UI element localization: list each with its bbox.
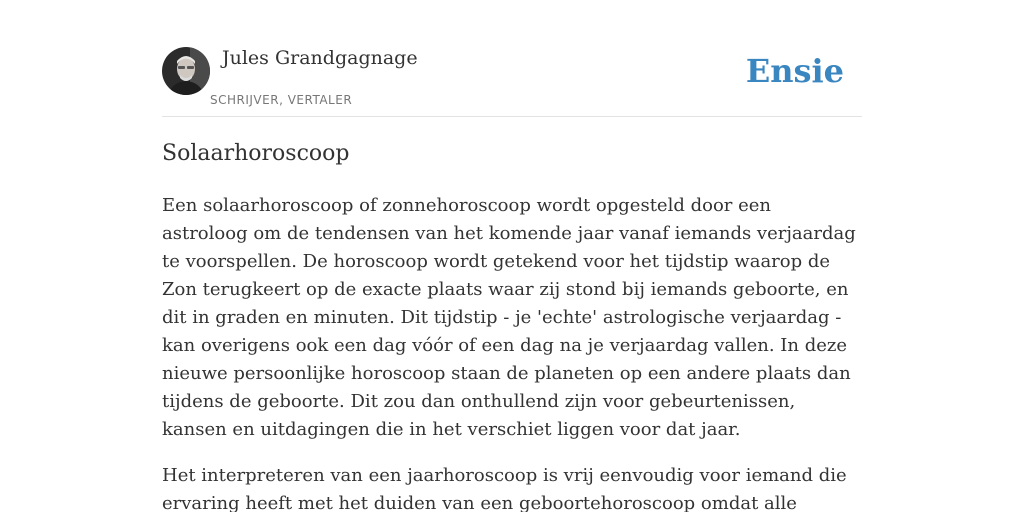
author-role: SCHRIJVER, VERTALER [210,93,353,107]
author-avatar[interactable] [162,47,210,95]
article-body [162,192,862,512]
article-paragraph: Een solaarhoroscoop of zonnehoroscoop wordt opgesteld door een astroloog om de tendensen van het komende jaar vanaf iemands verjaardag te voorspellen. De horoscoop wordt getekend voor het tijdstip waarop de Zon terugkeert op de exacte plaats waar zij stond bij iemands geboorte, en dit in graden en minuten. Dit tijdstip - je 'echte' astrologische verjaardag - kan overigens ook een dag vóór of een dag na je verjaardag vallen. In deze nieuwe persoonlijke horoscoop staan de planeten op een andere plaats dan tijdens de geboorte. Dit zou dan onthullend zijn voor gebeurtenissen, kansen en uitdagingen die in het verschiet liggen voor dat jaar. [162,195,856,440]
brand-logo[interactable]: Ensie [745,52,844,90]
article-title: Solaarhoroscoop [162,141,350,166]
author-header [162,46,862,117]
article-paragraph: Het interpreteren van een jaarhoroscoop is vrij eenvoudig voor iemand die ervaring heeft met het duiden van een geboortehoroscoop omdat alle [162,465,847,512]
portrait-icon [162,47,210,95]
author-name[interactable]: Jules Grandgagnage [222,47,418,69]
